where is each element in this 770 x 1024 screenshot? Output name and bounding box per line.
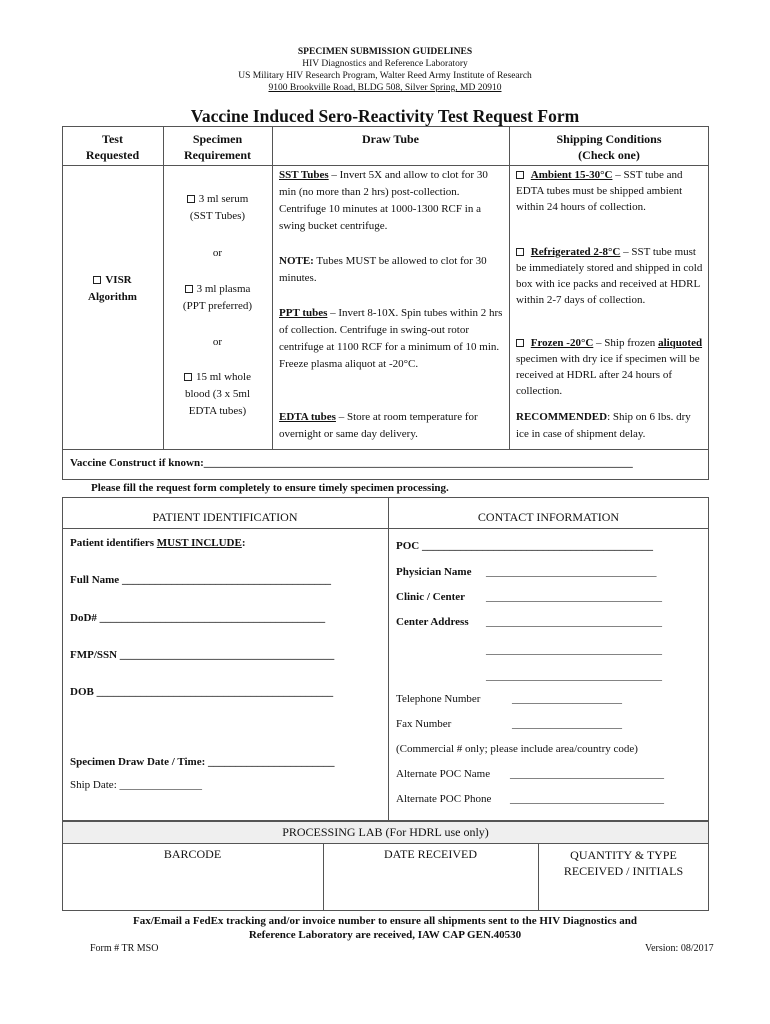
plasma-checkbox[interactable] (185, 285, 193, 293)
ambient-checkbox[interactable] (516, 171, 524, 179)
visr-checkbox[interactable] (93, 276, 101, 284)
col-header-draw: Draw Tube (361, 132, 420, 146)
col-header-specimen: Specimen Requirement (183, 132, 252, 162)
spec-serum: 3 ml serum (SST Tubes) (163, 191, 272, 225)
address-field-3[interactable]: ________________________________ (486, 670, 662, 682)
instruction-text: Please fill the request form completely to ensure timely specimen processing. (91, 482, 449, 494)
refrigerated-checkbox[interactable] (516, 248, 524, 256)
alt-poc-phone-field[interactable]: ____________________________ (510, 793, 664, 805)
header-line-4: 9100 Brookville Road, BLDG 508, Silver Spring, MD 20910 (268, 83, 502, 93)
barcode-header: BARCODE (163, 847, 222, 861)
ship-refrigerated: Refrigerated 2-8°C – SST tube must be immediately stored and shipped in cold box with ice packs and received at HDRL within 2-7 days of collection. (516, 246, 703, 306)
draw-ppt: PPT tubes – Invert 8-10X. Spin tubes within 2 hrs of collection. Centrifuge in swing-out rotor centrifuge at 1100 RCF for a minimum of 10 min. Freeze plasma aliquot at -20°C. (279, 307, 503, 370)
physician-label: Physician Name (396, 566, 472, 578)
col-header-shipping: Shipping Conditions (Check one) (556, 132, 662, 162)
form-version: Version: 08/2017 (645, 943, 714, 954)
processing-heading: PROCESSING LAB (For HDRL use only) (282, 825, 489, 839)
patient-heading: PATIENT IDENTIFICATION (152, 510, 298, 524)
address-field-2[interactable]: ________________________________ (486, 644, 662, 656)
clinic-label: Clinic / Center (396, 591, 466, 603)
header-line-2: HIV Diagnostics and Reference Laboratory (302, 59, 468, 69)
serum-checkbox[interactable] (187, 195, 195, 203)
address-label: Center Address (396, 616, 469, 628)
draw-edta: EDTA tubes – Store at room temperature for overnight or same day delivery. (279, 411, 478, 440)
dod-field[interactable]: DoD# _________________________________________ (70, 612, 326, 624)
header-line-3: US Military HIV Research Program, Walter Reed Army Institute of Research (238, 71, 532, 81)
telephone-field[interactable]: ____________________ (512, 693, 622, 705)
col-header-test: Test Requested (85, 132, 140, 162)
header-line-1: SPECIMEN SUBMISSION GUIDELINES (297, 47, 473, 57)
vaccine-construct-field[interactable]: Vaccine Construct if known:______________________________________________________________________________ (70, 457, 633, 469)
spec-or-2: or (212, 336, 223, 348)
ship-recommended: RECOMMENDED: Ship on 6 lbs. dry ice in case of shipment delay. (516, 411, 691, 440)
patient-must-include: Patient identifiers MUST INCLUDE: (70, 537, 246, 549)
quantity-header: QUANTITY & TYPE RECEIVED / INITIALS (563, 848, 684, 878)
date-received-header: DATE RECEIVED (384, 847, 477, 861)
draw-sst: SST Tubes – Invert 5X and allow to clot for 30 min (no more than 2 hrs) post-collection. Centrifuge 10 minutes at 1000-1300 RCF in a swing bucket centrifuge. (279, 169, 488, 232)
clinic-field[interactable]: ________________________________ (486, 591, 662, 603)
ship-date-field[interactable]: Ship Date: _______________ (70, 779, 202, 791)
whole-blood-checkbox[interactable] (184, 373, 192, 381)
test-visr: VISR Algorithm (88, 274, 137, 303)
form-number: Form # TR MSO (90, 943, 159, 954)
fmp-ssn-field[interactable]: FMP/SSN _______________________________________ (70, 649, 335, 661)
telephone-label: Telephone Number (396, 693, 481, 705)
alt-poc-name-field[interactable]: ____________________________ (510, 768, 664, 780)
alt-poc-phone-label: Alternate POC Phone (396, 793, 492, 805)
spec-plasma: 3 ml plasma (PPT preferred) (182, 283, 253, 312)
physician-field[interactable]: _______________________________ (486, 566, 657, 578)
specimen-draw-field[interactable]: Specimen Draw Date / Time: _______________________ (70, 756, 335, 768)
address-field-1[interactable]: ________________________________ (486, 616, 662, 628)
form-title: Vaccine Induced Sero-Reactivity Test Request Form (190, 106, 580, 126)
spec-whole-blood: 15 ml whole blood (3 x 5ml EDTA tubes) (184, 371, 251, 417)
spec-or-1: or (212, 247, 223, 259)
contact-heading: CONTACT INFORMATION (477, 510, 620, 524)
dob-field[interactable]: DOB ___________________________________________ (70, 686, 334, 698)
alt-poc-name-label: Alternate POC Name (396, 768, 491, 780)
fax-label: Fax Number (396, 718, 452, 730)
ship-ambient: Ambient 15-30°C – SST tube and EDTA tubes must be shipped ambient within 24 hours of collection. (516, 169, 683, 213)
poc-field[interactable]: POC __________________________________________ (396, 540, 653, 552)
ship-frozen: Frozen -20°C – Ship frozen aliquoted specimen with dry ice if specimen will be received at HDRL after 24 hours of collection. (516, 337, 703, 397)
draw-note: NOTE: Tubes MUST be allowed to clot for 30 minutes. (279, 255, 487, 284)
footer-note: Fax/Email a FedEx tracking and/or invoice number to ensure all shipments sent to the HIV Diagnostics and Reference Laboratory are received, IAW CAP GEN.40530 (132, 915, 637, 941)
full-name-field[interactable]: Full Name ______________________________________ (70, 574, 331, 586)
frozen-checkbox[interactable] (516, 339, 524, 347)
fax-field[interactable]: ____________________ (512, 718, 622, 730)
commercial-note: (Commercial # only; please include area/country code) (396, 743, 638, 755)
